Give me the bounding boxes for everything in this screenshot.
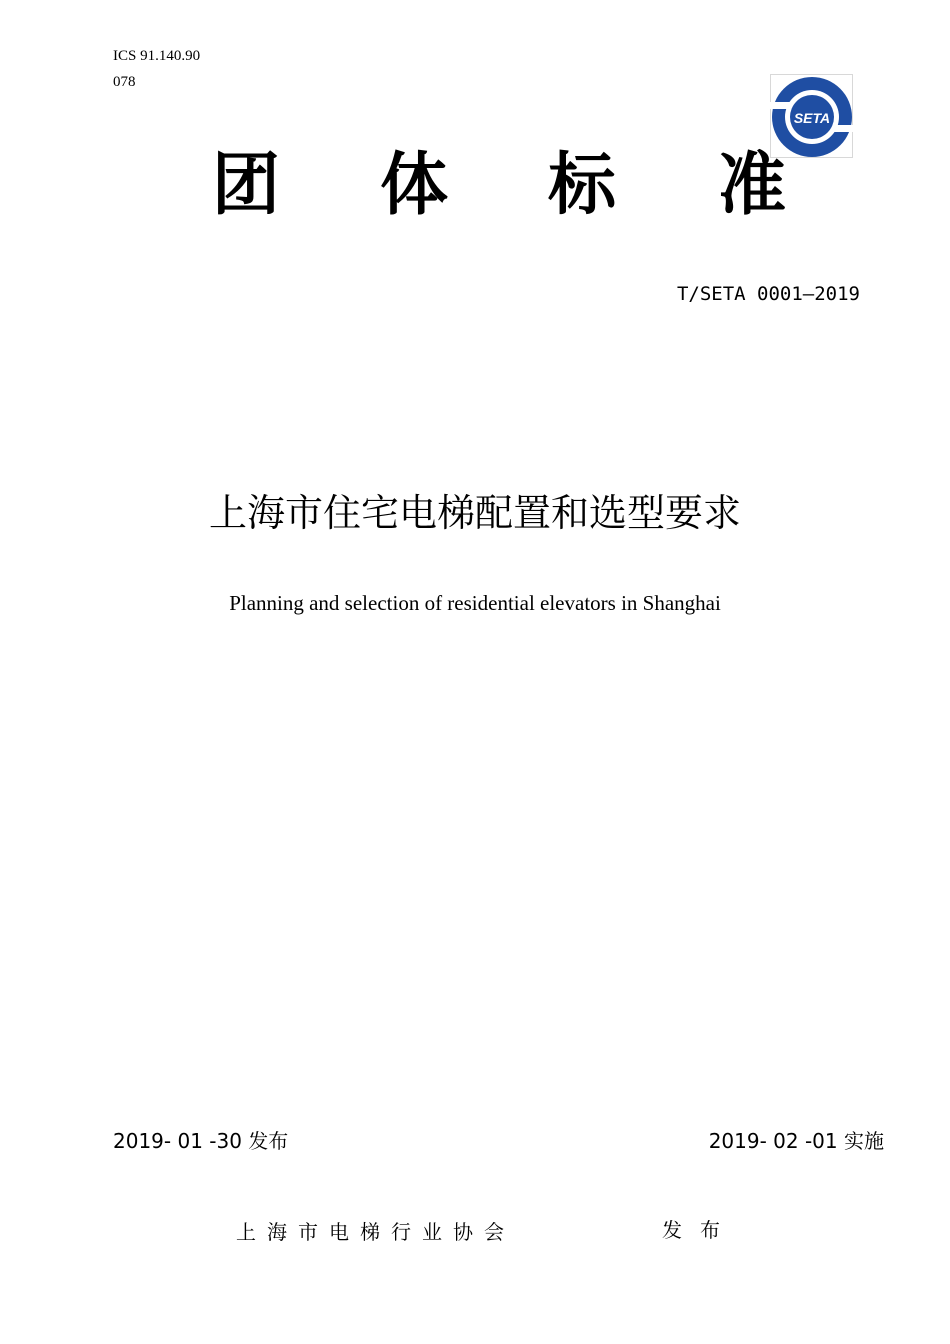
ics-code: ICS 91.140.90 [113,48,201,64]
publish-date: 2019- 01 -30 发布 [113,1129,289,1153]
category-char: 标 [548,146,617,225]
category-char: 体 [380,146,449,225]
implement-date: 2019- 02 -01 实施 [708,1129,884,1153]
issue-label: 发布 [662,1218,738,1242]
issuer-name: 上海市电梯行业协会 [236,1220,515,1244]
document-title-en: Planning and selection of residential elevators in Shanghai [229,591,721,615]
category-char: 团 [212,146,281,225]
standard-number: T/SETA 0001—2019 [676,283,860,305]
logo-text: SETA [793,110,831,126]
ccs-code: 078 [113,74,136,90]
document-title-zh: 上海市住宅电梯配置和选型要求 [208,491,741,535]
category-char: 准 [718,146,787,225]
